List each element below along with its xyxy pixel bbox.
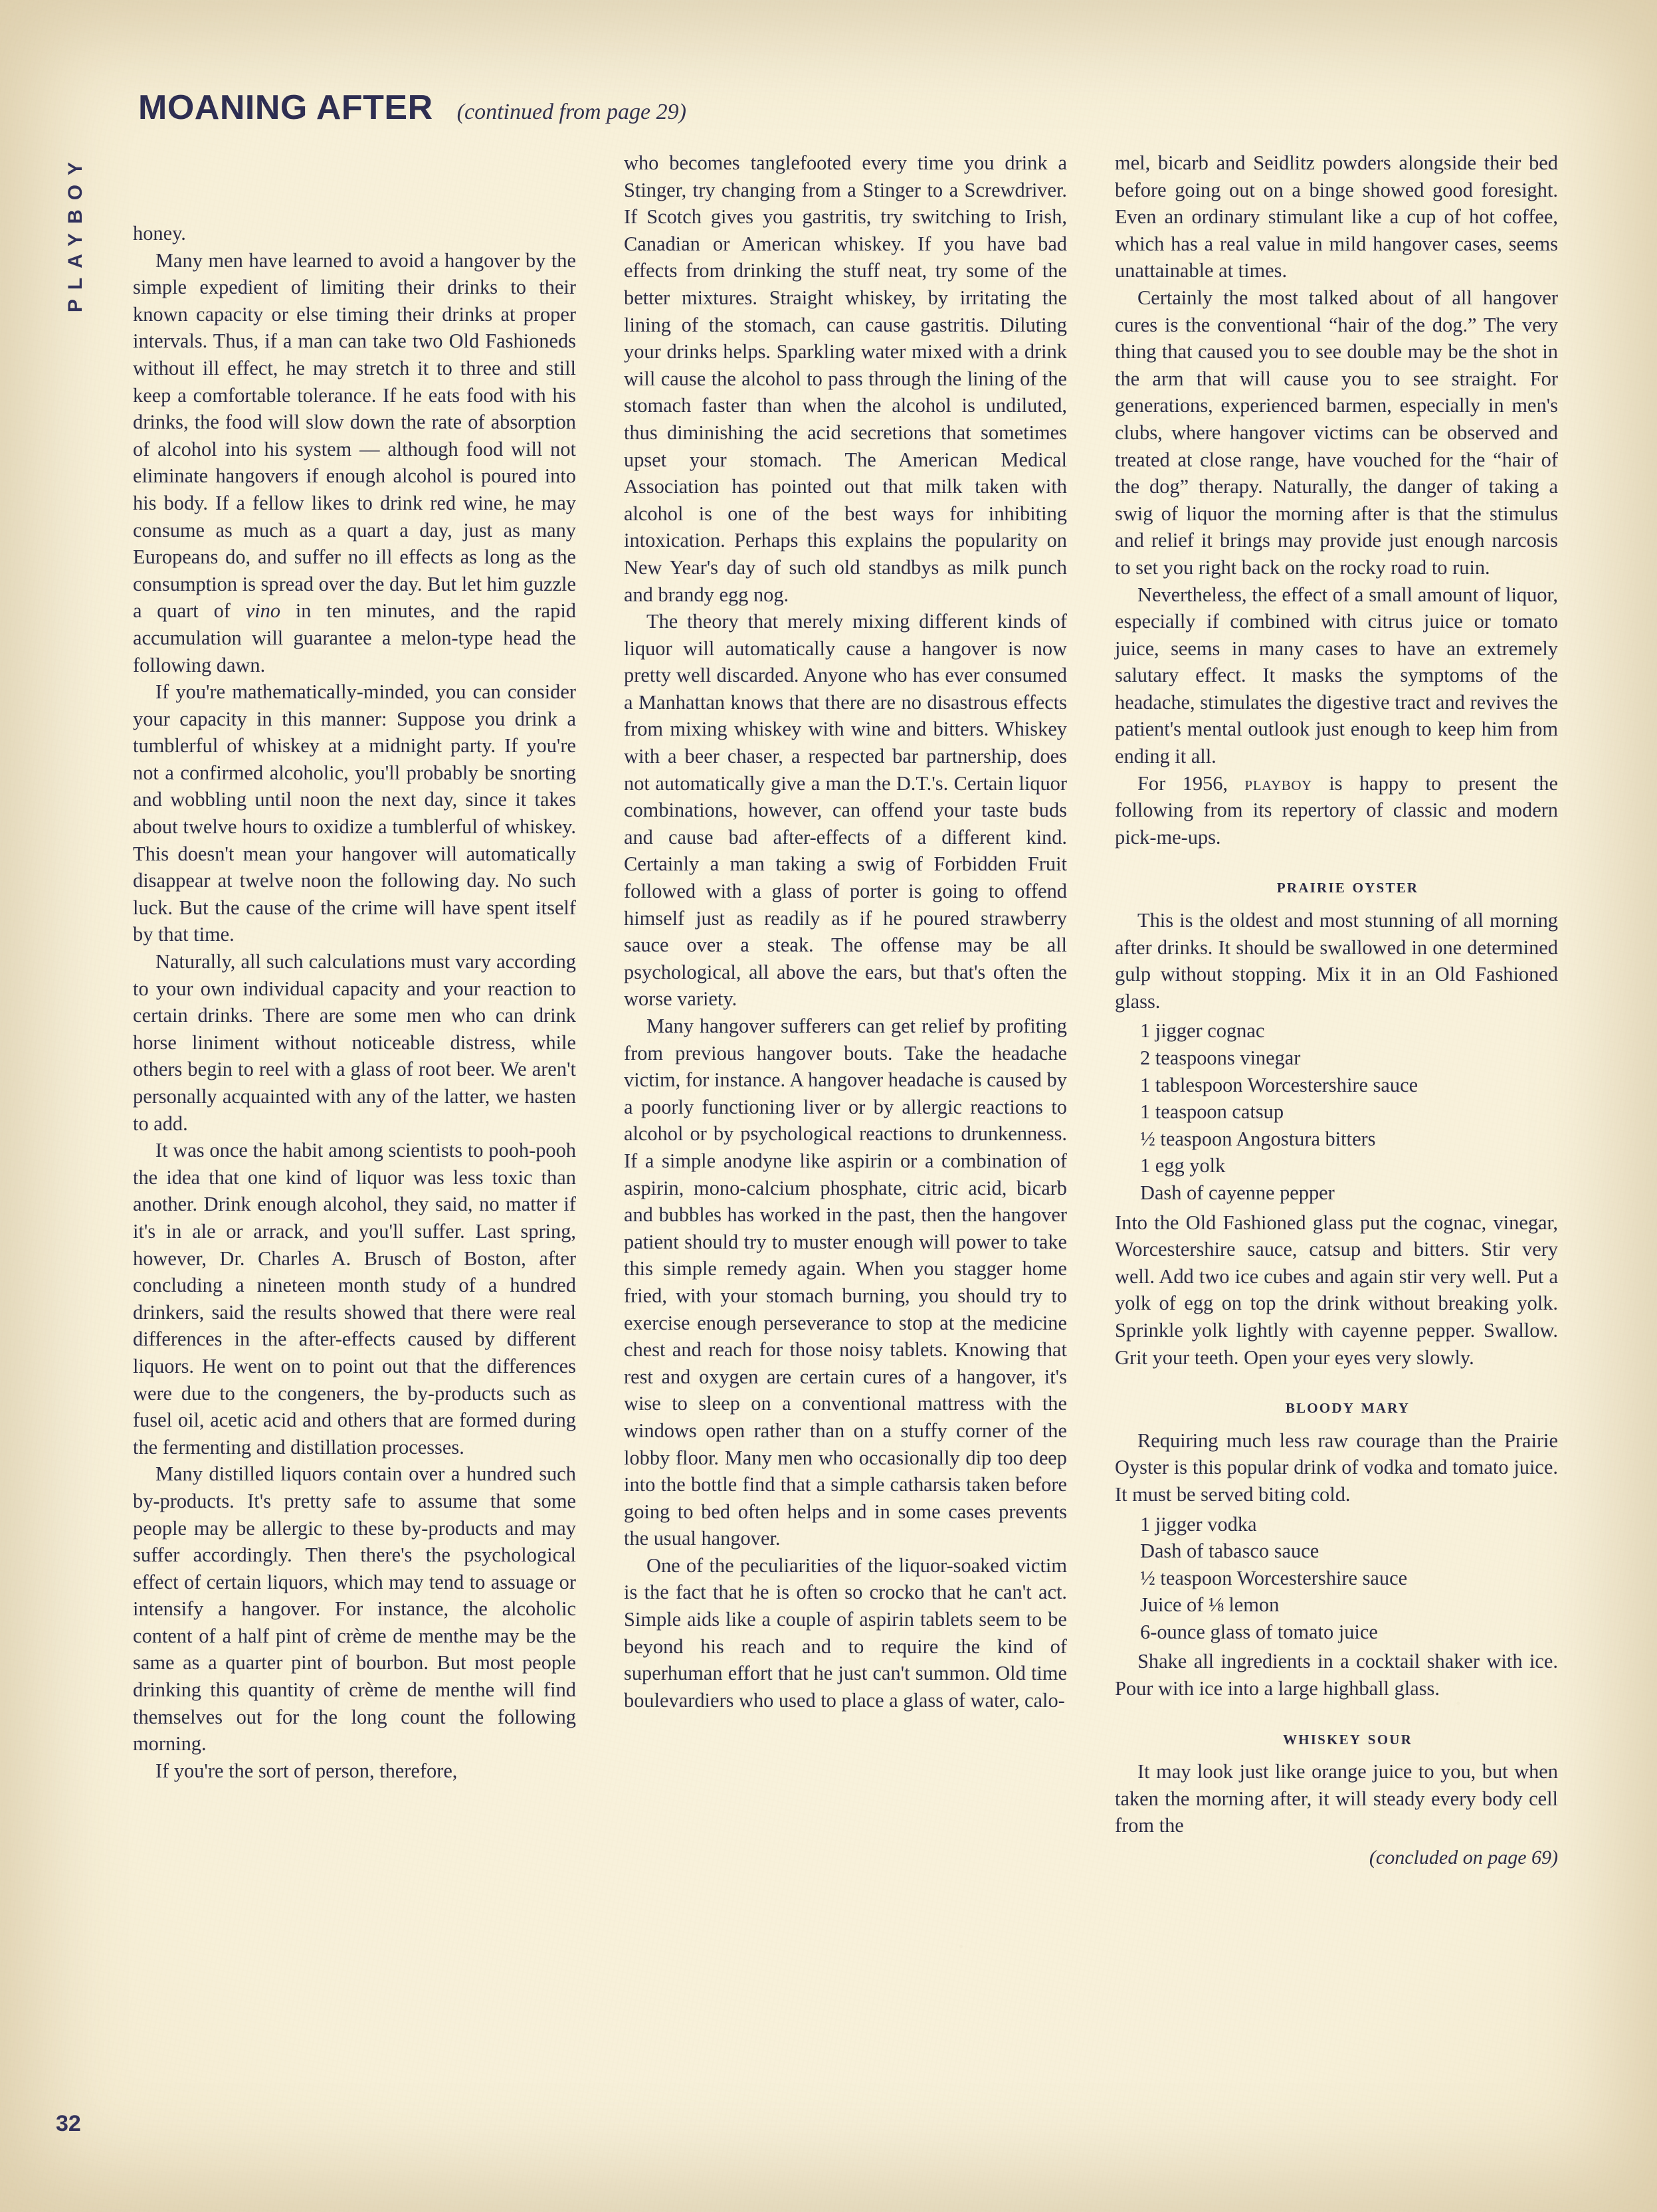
- ingredient-item: ½ teaspoon Angostura bitters: [1140, 1127, 1376, 1150]
- ingredient-item: Dash of cayenne pepper: [1140, 1181, 1335, 1204]
- paragraph-tail: in ten minutes, and the rapid accumulation will guarantee a melon-type head the following dawn.: [133, 599, 576, 676]
- paragraph: If you're the sort of person, therefore,: [155, 1759, 458, 1782]
- recipe-method: Into the Old Fashioned glass put the cognac, vinegar, Worcestershire sauce, catsup and bitters. Stir very well. Add two ice cubes and again stir very well. Put a yolk of egg on top the drink without breaking yolk. Sprinkle yolk lightly with cayenne pepper. Swallow. Grit your teeth. Open your eyes very slowly.: [1115, 1211, 1558, 1369]
- ingredient-item: 1 jigger vodka: [1140, 1512, 1257, 1536]
- continued-from-note: (continued from page 29): [456, 100, 686, 124]
- article-header: [138, 88, 869, 128]
- article-body: [133, 150, 1559, 2116]
- column-2: [624, 150, 1067, 2116]
- column-1: [133, 150, 576, 2116]
- paragraph: Naturally, all such calculations must vary according to your own individual capacity and your reaction to certain drinks. There are some men who can drink horse liniment without noticeable distress, while others begin to reel with a glass of root beer. We aren't personally acquainted with any of the latter, we hasten to add.: [133, 950, 576, 1135]
- recipe-title-whiskey-sour: whiskey sour: [1283, 1726, 1413, 1749]
- ingredient-item: ½ teaspoon Worcestershire sauce: [1140, 1566, 1408, 1589]
- paragraph: The theory that merely mixing different kinds of liquor will automatically cause a hangover is now pretty well discarded. Anyone who has ever consumed a Manhattan knows that there are no disastrous effects from mixing whiskey with wine and bitters. Whiskey with a beer chaser, a respected bar partnership, does not automatically give a man the D.T.'s. Certain liquor combinations, however, can offend your taste buds and cause bad after-effects of a different kind. Certainly a man taking a swig of Forbidden Fruit followed with a glass of porter is going to offend himself just as readily as if he poured strawberry sauce over a steak. The offense may be all psychological, all above the ears, but that's often the worse variety.: [624, 610, 1067, 1011]
- recipe-title-prairie-oyster: prairie oyster: [1276, 875, 1419, 898]
- paragraph: [133, 247, 576, 679]
- paragraph: mel, bicarb and Seidlitz powders alongside their bed before going out on a binge showed good foresight. Even an ordinary stimulant like a cup of hot coffee, which has a real value in mild hangover cases, seems unattainable at times.: [1115, 151, 1558, 282]
- ingredient-item: Dash of tabasco sauce: [1140, 1540, 1319, 1563]
- playboy-wordmark: PLAYBOY: [64, 152, 87, 313]
- spine-logo: [57, 93, 94, 372]
- paragraph: Certainly the most talked about of all hangover cures is the conventional “hair of the dog.” The very thing that caused you to see double may be the shot in the arm that will cause you to see straight. For generations, experienced barmen, especially in men's clubs, where hangover victims can be observed and treated at close range, have vouched for the “hair of the dog” therapy. Naturally, the danger of taking a swig of liquor the morning after is that the stimulus and relief it brings may provide just enough narcosis to set you right back on the rocky road to ruin.: [1115, 286, 1558, 579]
- ingredient-list-prairie-oyster: [1115, 1017, 1558, 1206]
- paragraph: Nevertheless, the effect of a small amount of liquor, especially if combined with citrus juice or tomato juice, seems in many cases to have an extremely salutary effect. It masks the symptoms of the headache, stimulates the digestive tract and revives the patient's mental outlook just enough to keep him from ending it all.: [1115, 583, 1558, 768]
- paragraph-1956-intro: [1115, 770, 1558, 851]
- paragraph: Many hangover sufferers can get relief by profiting from previous hangover bouts. Take the headache victim, for instance. A hangover headache is caused by a poorly functioning liver or by allergic reactions to alcohol or by psychological reactions to drunkenness. If a simple anodyne like aspirin or a combination of aspirin, mono-calcium phosphate, citric acid, bicarb and bubbles has worked in the past, then the hangover patient should try to muster enough will power to take this simple remedy again. When you stagger home fried, with your stomach burning, you should try to exercise enough perseverance to stop at the medicine chest and reach for those noisy tablets. Knowing that rest and oxygen are certain cures of a hangover, it's wise to sleep on a conventional mattress with the windows open rather than on a stuffy corner of the lobby floor. Many men who occasionally dip too deep into the bottle find that a simple catharsis taken before going to bed often helps and in some cases prevents the usual hangover.: [624, 1015, 1067, 1550]
- paragraph: Many distilled liquors contain over a hundred such by-products. It's pretty safe to assume that some people may be allergic to these by-products and may suffer accordingly. Then there's the psychological effect of certain liquors, which may tend to assuage or intensify a hangover. For instance, the alcoholic content of a half pint of crème de menthe may be the same as a quarter pint of bourbon. But most people drinking this quantity of crème de menthe will find themselves out for the long count the following morning.: [133, 1462, 576, 1756]
- ingredient-item: 6-ounce glass of tomato juice: [1140, 1620, 1378, 1643]
- recipe-title-bloody-mary: bloody mary: [1285, 1395, 1411, 1418]
- paragraph: honey.: [133, 222, 186, 245]
- page-title: MOANING AFTER: [138, 88, 433, 127]
- ingredient-item: 1 egg yolk: [1140, 1154, 1226, 1177]
- paragraph: It was once the habit among scientists to pooh-pooh the idea that one kind of liquor was less toxic than another. Drink enough alcohol, they said, no matter if it's in ale or arrack, and you'll suffer. Last spring, however, Dr. Charles A. Brusch of Boston, after concluding a nineteen month study of a hundred drinkers, said the results showed that there were real differences in the after-effects caused by different liquors. He went on to point out that the differences were due to the congeners, the by-products such as fusel oil, acetic acid and others that are formed during the fermenting and distillation processes.: [133, 1139, 576, 1458]
- page-number: 32: [56, 2111, 81, 2136]
- concluded-on-note: (concluded on page 69): [1369, 1847, 1558, 1869]
- paragraph-text: Many men have learned to avoid a hangover by the simple expedient of limiting their drinks to their known capacity or else timing their drinks at proper intervals. Thus, if a man can take two Old Fashioneds without ill effect, he may stretch it to three and still keep a comfortable tolerance. If he eats food with his drinks, the food will slow down the rate of absorption of alcohol into his system — although food will not eliminate hangovers if enough alcohol is poured into his body. If a fellow likes to drink red wine, he may consume as much as a quart a day, just as many Europeans do, and suffer no ill effects as long as the consumption is spread over the day. But let him guzzle a quart of: [133, 249, 576, 623]
- ingredient-item: 1 tablespoon Worcestershire sauce: [1140, 1073, 1418, 1096]
- ingredient-list-bloody-mary: [1115, 1511, 1558, 1646]
- ingredient-item: 1 teaspoon catsup: [1140, 1100, 1284, 1124]
- playboy-brand-inline: playboy: [1244, 771, 1312, 795]
- paragraph: who becomes tanglefooted every time you drink a Stinger, try changing from a Stinger to a Screwdriver. If Scotch gives you gastritis, try switching to Irish, Canadian or American whiskey. If you have bad effects from drinking the stuff neat, try some of the better mixtures. Straight whiskey, by irritating the lining of the stomach, can cause gastritis. Diluting your drinks helps. Sparkling water mixed with a drink will cause the alcohol to pass through the lining of the stomach faster than when the alcohol is undiluted, thus diminishing the acid secretions that sometimes upset your stomach. The American Medical Association has pointed out that milk taken with alcohol is one of the best ways for inhibiting intoxication. Perhaps this explains the popularity on New Year's day of such old standbys as milk punch and brandy egg nog.: [624, 151, 1067, 606]
- ingredient-item: 2 teaspoons vinegar: [1140, 1047, 1301, 1069]
- intro-before: For 1956,: [1137, 771, 1245, 795]
- paragraph: One of the peculiarities of the liquor-soaked victim is the fact that he is often so crocko that he can't act. Simple aids like a couple of aspirin tablets seem to be beyond his reach and to require the kind of superhuman effort that he just can't summon. Old time boulevardiers who used to place a glass of water, calo-: [624, 1554, 1067, 1712]
- paragraph: If you're mathematically-minded, you can consider your capacity in this manner: Suppose you drink a tumblerful of whiskey at a midnight party. If you're not a confirmed alcoholic, you'll probably be snorting and wobbling until noon the next day, since it takes about twelve hours to oxidize a tumblerful of whiskey. This doesn't mean your hangover will automatically disappear at twelve noon the following day. No such luck. But the cause of the crime will have spent itself by that time.: [133, 680, 576, 946]
- intro-after: is happy to present the following from its repertory of classic and modern pick-me-ups.: [1115, 771, 1558, 849]
- ingredient-item: Juice of ⅛ lemon: [1140, 1593, 1280, 1617]
- recipe-intro: It may look just like orange juice to you, but when taken the morning after, it will steady every body cell from the: [1115, 1760, 1558, 1837]
- recipe-intro: This is the oldest and most stunning of all morning after drinks. It should be swallowed in one determined gulp without stopping. Mix it in an Old Fashioned glass.: [1115, 909, 1558, 1013]
- recipe-intro: Requiring much less raw courage than the Prairie Oyster is this popular drink of vodka and tomato juice. It must be served biting cold.: [1115, 1429, 1558, 1506]
- vino-italic: vino: [245, 599, 281, 623]
- recipe-method: Shake all ingredients in a cocktail shaker with ice. Pour with ice into a large highball glass.: [1115, 1650, 1558, 1700]
- ingredient-item: 1 jigger cognac: [1140, 1019, 1265, 1043]
- column-3: [1115, 150, 1558, 2116]
